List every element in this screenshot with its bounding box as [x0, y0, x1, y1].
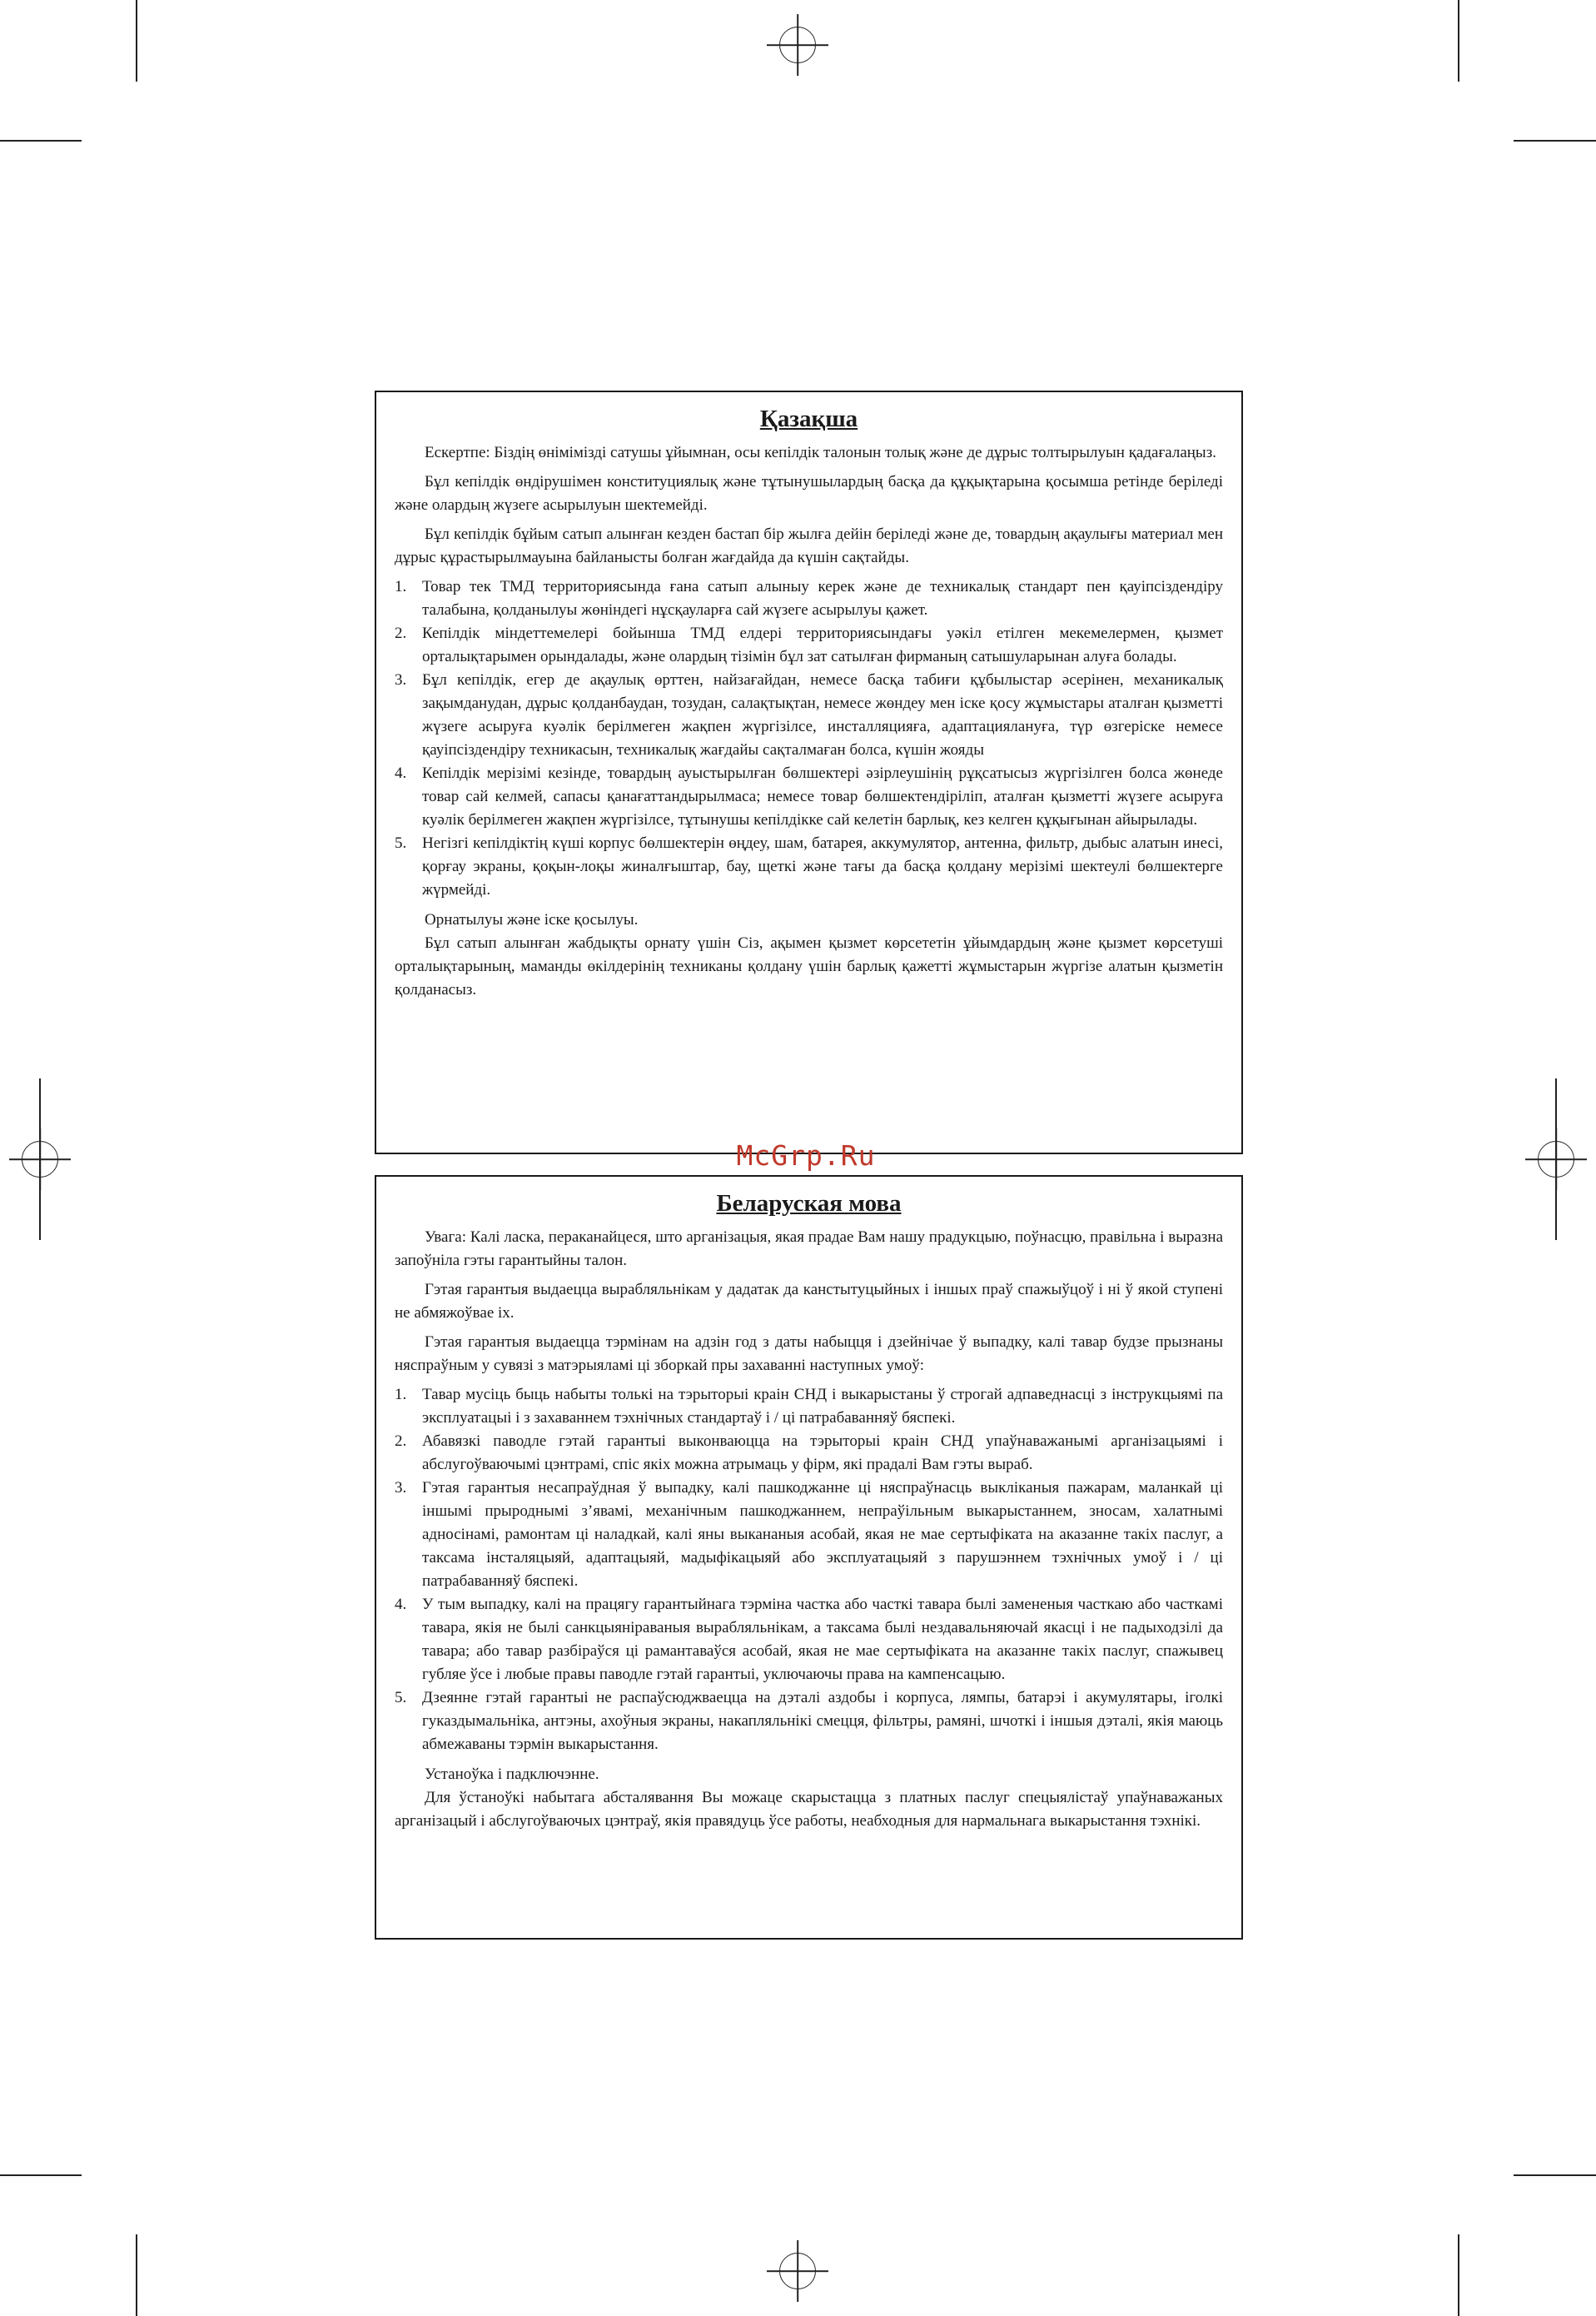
crop-mark	[1514, 2174, 1596, 2176]
list-item: 2. Кепілдік міндеттемелері бойынша ТМД елдері территориясындағы уәкіл етілген мекемелермен, қызмет орталықтарымен орындалады, және олардың тізімін бұл зат сатылған фирманың сатышуларынан алуға болады.	[395, 625, 1223, 665]
crop-mark	[1458, 2234, 1459, 2316]
list-item: 5. Дзеянне гэтай гарантыі не распаўсюджваецца на дэталі аздобы і корпуса, лямпы, батарэі і акумулятары, іголкі гуказдымальніка, антэны, ахоўныя экраны, накапляльнікі смецця, фільтры, рамяні, шчоткі і іншыя дэталі, якія маюць абмежаваны тэрмін выкарыстання.	[395, 1689, 1223, 1753]
crop-mark	[136, 0, 137, 82]
kazakh-warranty-section	[375, 391, 1243, 1154]
notice-paragraph: Ескертпе: Біздің өнімімізді сатушы ұйымнан, осы кепілдік талонын толық және де дұрыс толтырылуын қадағалаңыз.	[425, 444, 1216, 461]
section-title: Беларуская мова	[716, 1190, 902, 1217]
registration-mark-icon	[779, 2253, 816, 2289]
list-item: 3. Бұл кепілдік, егер де ақаулық өрттен, найзағайдан, немесе басқа табиғи құбылыстар әсерінен, механикалық зақымданудан, дұрыс қолданбаудан, тозудан, салақтықтан, немесе жөндеу мен іске қосу жұмыстары аталған қызметті жүзеге асыруға куәлік берілмеген жақпен жүргізілсе, инсталляцияға, адаптациялануға, түр өзгеріске немесе қауіпсіздендіру техникасын, техникалық жағдайы сақталмаған болса, күшін жояды	[395, 671, 1223, 759]
list-item: 4. У тым выпадку, калі на працягу гарантыйнага тэрміна частка або часткі тавара былі замененыя часткаю або часткамі тавара, якія не былі санкцыяніраваныя вырабляльнікам, а таксама былі нездавальняючай якасці і не падыходзілі да тавара; або тавар разбіраўся ці рамантаваўся асобай, якая не мае сертыфіката на аказанне такіх паслуг, спажывец губляе ўсе і любые правы паводле гэтай гарантыі, уключаючы права на кампенсацыю.	[395, 1596, 1223, 1683]
paragraph: Бұл кепілдік бұйым сатып алынған кезден бастап бір жылға дейін беріледі және де, товардың ақаулығы материал мен дұрыс құрастырылмауына байланысты болған жағдайда да күшін сақтайды.	[395, 525, 1223, 566]
list-item: 1. Тавар мусіць быць набыты толькі на тэрыторыі краін СНД і выкарыстаны ў строгай адпаведнасці з інструкцыямі па эксплуатацыі і з захаваннем тэхнічных стандартаў і / ці патрабаванняў бяспекі.	[395, 1386, 1223, 1427]
registration-mark-icon	[779, 27, 816, 63]
crop-mark	[0, 2174, 82, 2176]
conditions-list	[395, 575, 1223, 902]
conditions-list	[395, 1383, 1223, 1756]
paragraph: Гэтая гарантыя выдаецца тэрмінам на адзін год з даты набыцця і дзейнічае ў выпадку, калі тавар будзе прызнаны няспраўным у сувязі з матэрыяламі ці зборкай пры захаванні наступных умоў:	[395, 1333, 1223, 1374]
paragraph: Для ўстаноўкі набытага абсталявання Вы можаце скарыстацца з платных паслуг спецыялістаў упаўнаважаных арганізацый і абслугоўваючых цэнтраў, якія правядуць ўсе работы, неабходныя для нармальнага выкарыстання тэхнікі.	[395, 1789, 1223, 1830]
list-item: 3. Гэтая гарантыя несапраўдная ў выпадку, калі пашкоджанне ці няспраўнасць выкліканыя пажарам, маланкай ці іншымі прыроднымі з’явамі, механічным пашкоджаннем, непраўільным выкарыстаннем, зносам, халатнымі адносінамі, рамонтам ці наладкай, калі яны выкананыя асобай, якая не мае сертыфіката на аказанне такіх паслуг, а таксама інсталяцыяй, адаптацыяй, мадыфікацыяй або эксплуатацыяй з парушэннем тэхнічных умоў і / ці патрабаванняў бяспекі.	[395, 1479, 1223, 1590]
watermark: McGrp.Ru	[736, 1139, 876, 1172]
paragraph: Бұл кепілдік өндірушімен конституциялық және тұтынушылардың басқа да құқықтарына қосымша ретінде беріледі және олардың жүзеге асырылуын шектемейді.	[395, 473, 1223, 514]
belarusian-warranty-section	[375, 1175, 1243, 1940]
crop-mark	[0, 140, 82, 142]
crop-mark	[1458, 0, 1459, 82]
crop-mark	[1514, 140, 1596, 142]
notice-paragraph: Увага: Калі ласка, пераканайцеся, што арганізацыя, якая прадае Вам нашу прадукцыю, поўнасцю, правільна і выразна запоўніла гэты гарантыйны талон.	[395, 1228, 1223, 1269]
paragraph: Гэтая гарантыя выдаецца вырабляльнікам у дадатак да канстытуцыйных і іншых праў спажыўцоў і ні ў якой ступені не абмяжоўвае іх.	[395, 1281, 1223, 1322]
paragraph: Бұл сатып алынған жабдықты орнату үшін Сіз, ақымен қызмет көрсететін ұйымдардың және қызмет көрсетуші орталықтарының, маманды өкілдерінің техниканы қолдану үшін барлық қажетті жұмыстарын жүргізе алатын қызметін қолданасыз.	[395, 934, 1223, 999]
list-item: 4. Кепілдік мерізімі кезінде, товардың ауыстырылған бөлшектері әзірлеушінің рұқсатысыз жүргізілген болса жөнеде товар сай келмей, сапасы қанағаттандырылмаса; немесе товар бөлшектендіріліп, аталған қызметті жүзеге асыруға куәлік берілмеген жақпен жүргізілсе, тұтынушы кепілдікке сай келетін барлық, кез келген құқығынан айырылады.	[395, 765, 1223, 829]
list-item: 2. Абавязкі паводле гэтай гарантыі выконваюцца на тэрыторыі краін СНД упаўнаважанымі арганізацыямі і абслугоўваючымі цэнтрамі, спіс якіх можна атрымаць у фірм, які прадалі Вам гэты выраб.	[395, 1432, 1223, 1473]
subheading: Орнатылуы және іске қосылуы.	[425, 911, 639, 929]
section-title: Қазақша	[759, 406, 858, 432]
crop-mark	[39, 1078, 41, 1240]
list-item: 1. Товар тек ТМД территориясында ғана сатып алыныу керек және де техникалық стандарт пен қауіпсіздендіру талабына, қолданылуы жөніндегі нұсқауларға сай жүзеге асырылуы қажет.	[395, 578, 1223, 619]
crop-mark	[1555, 1078, 1557, 1240]
subheading: Устаноўка і падключэнне.	[425, 1766, 599, 1783]
crop-mark	[136, 2234, 137, 2316]
list-item: 5. Негізгі кепілдіктің күші корпус бөлшектерін өңдеу, шам, батарея, аккумулятор, антенна, фильтр, дыбыс алатын инесі, қорғау экраны, қоқын-лоқы жиналғыштар, бау, щеткі және тағы да басқа қолдану мерізімі шектеулі бөлшектерге жүрмейді.	[395, 834, 1223, 899]
